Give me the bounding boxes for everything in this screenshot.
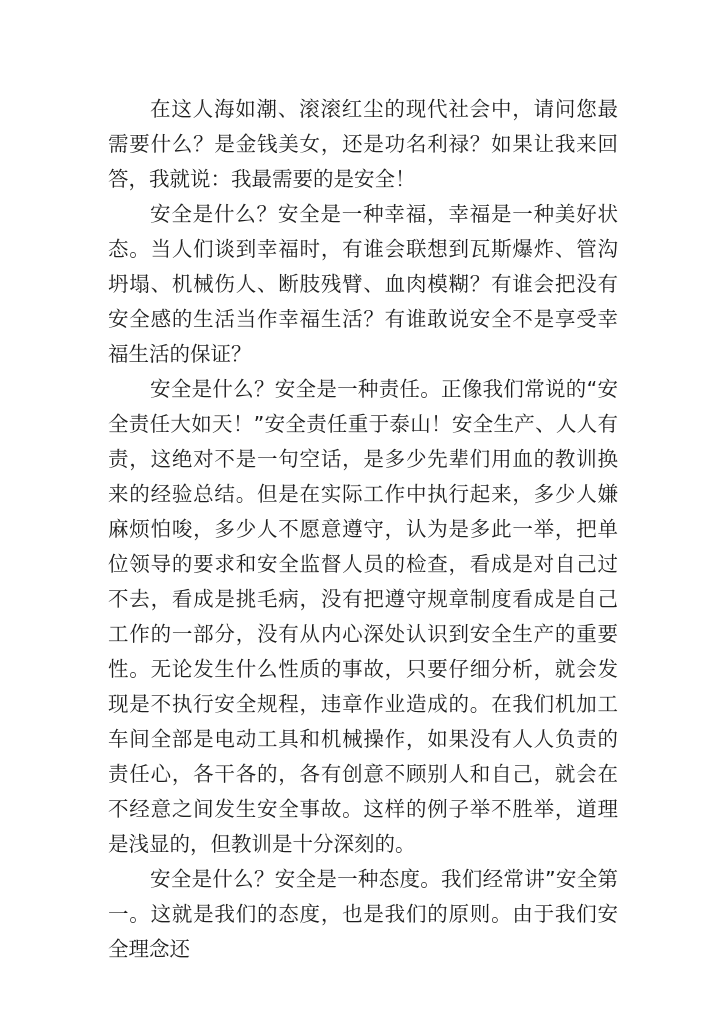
body-text [108, 92, 618, 967]
paragraph-4: 安全是什么？安全是一种态度。我们经常讲”安全第一。这就是我们的态度，也是我们的原则。由于我们安全理念还 [108, 867, 618, 961]
paragraph-3: 安全是什么？安全是一种责任。正像我们常说的“安全责任大如天！”安全责任重于泰山！安全生产、人人有责，这绝对不是一句空话，是多少先辈们用血的教训换来的经验总结。但是在实际工作中执行起来，多少人嫌麻烦怕唆，多少人不愿意遵守，认为是多此一举，把单位领导的要求和安全监督人员的检查，看成是对自己过不去，看成是挑毛病，没有把遵守规章制度看成是自己工作的一部分，没有从内心深处认识到安全生产的重要性。无论发生什么性质的事故，只要仔细分析，就会发现是不执行安全规程，违章作业造成的。在我们机加工车间全部是电动工具和机械操作，如果没有人人负责的责任心，各干各的，各有创意不顾别人和自己，就会在不经意之间发生安全事故。这样的例子举不胜举，道理是浅显的，但教训是十分深刻的。 [108, 377, 618, 856]
paragraph-1: 在这人海如潮、滚滚红尘的现代社会中，请问您最需要什么？是金钱美女，还是功名利禄？如果让我来回答，我就说：我最需要的是安全！ [108, 97, 618, 191]
paragraph-2: 安全是什么？安全是一种幸福，幸福是一种美好状态。当人们谈到幸福时，有谁会联想到瓦斯爆炸、管沟坍塌、机械伤人、断肢残臂、血肉模糊？有谁会把没有安全感的生活当作幸福生活？有谁敢说安全不是享受幸福生活的保证？ [108, 202, 618, 366]
